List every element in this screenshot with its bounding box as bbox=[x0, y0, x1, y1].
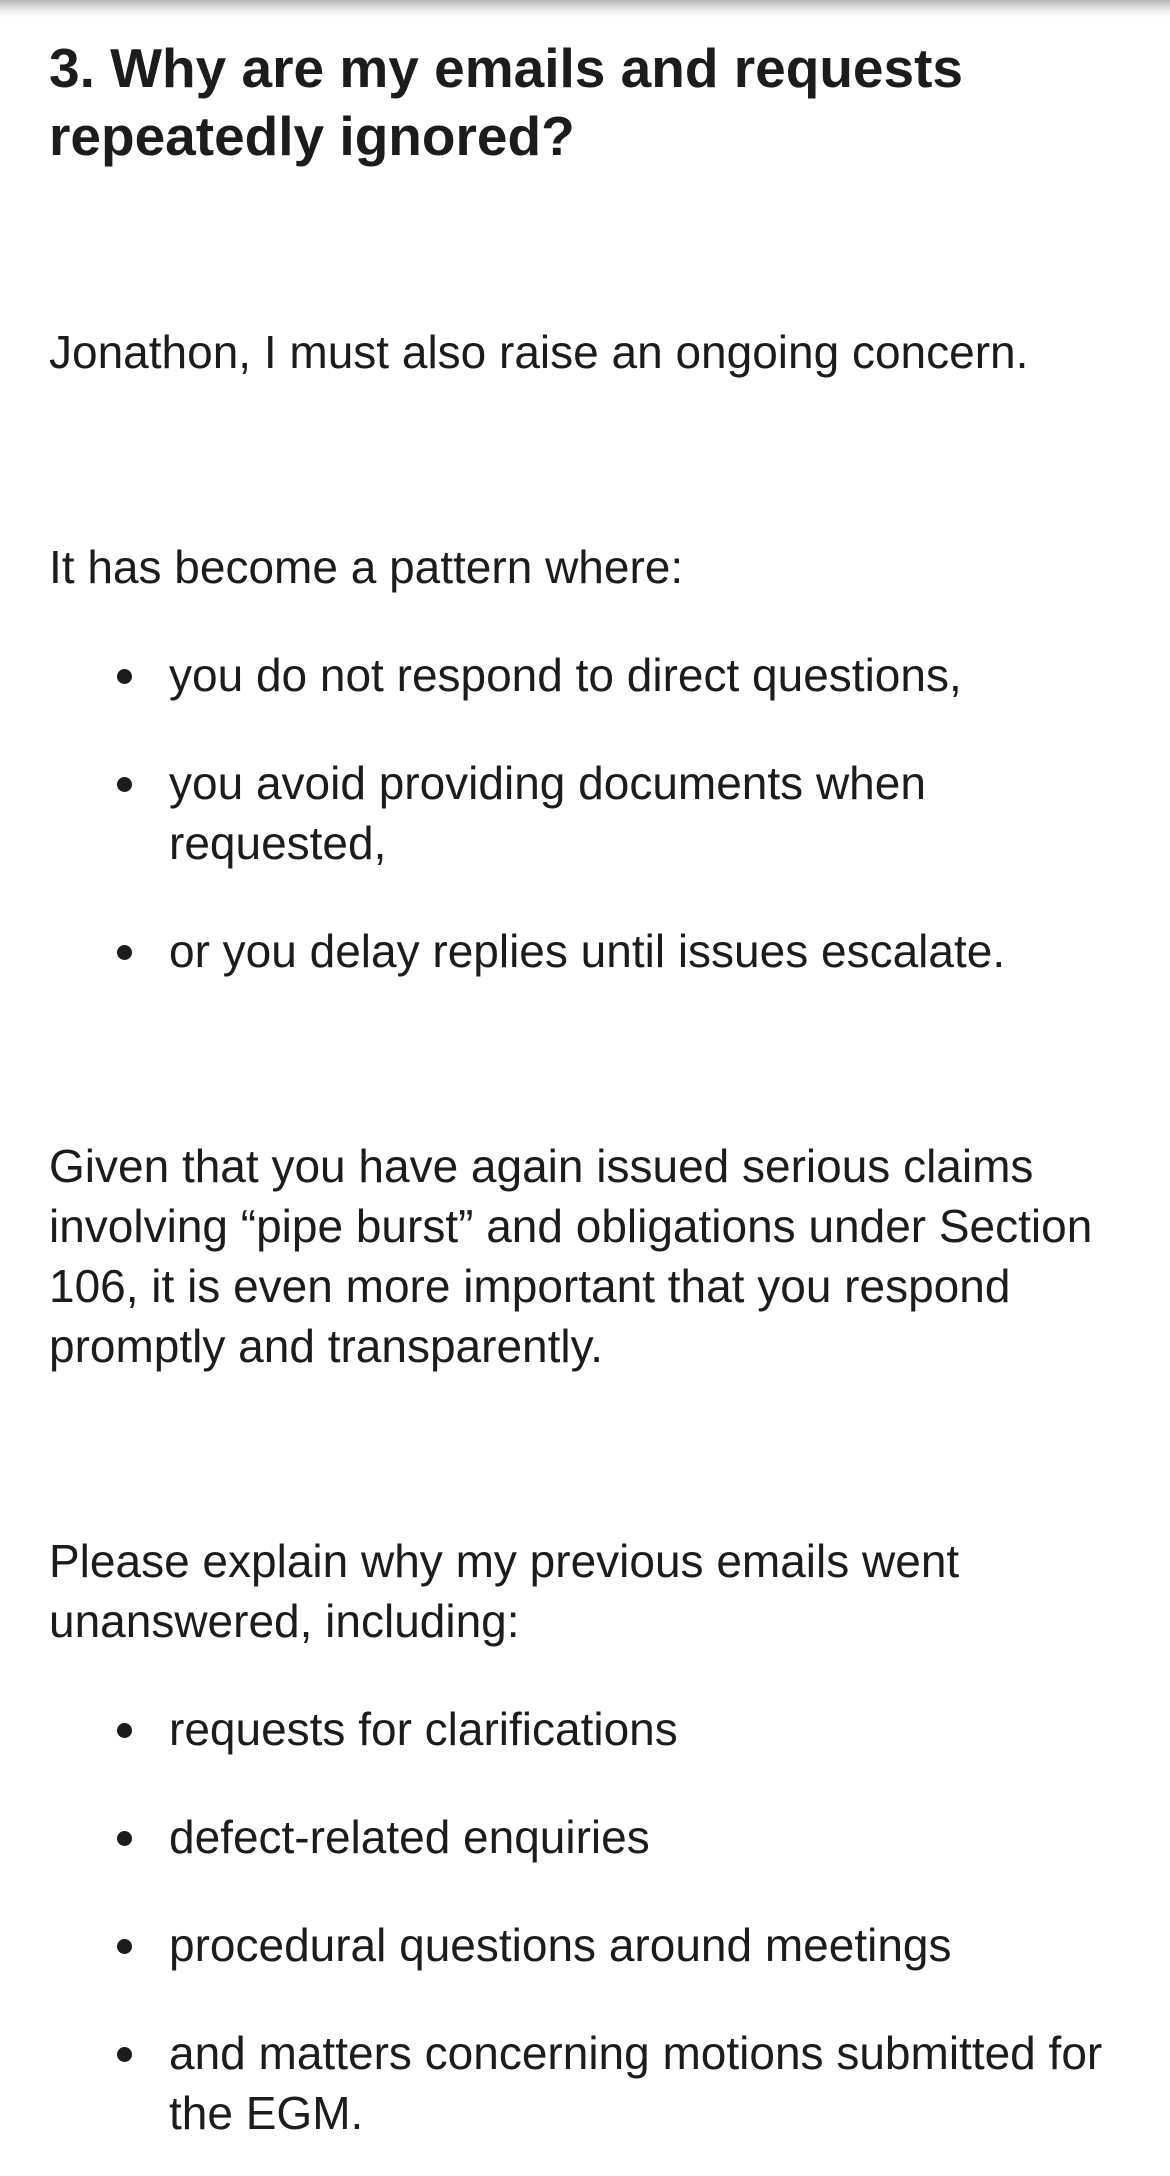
top-edge-shadow bbox=[0, 0, 1170, 18]
bullet-icon bbox=[117, 945, 132, 960]
list-item bbox=[49, 921, 1139, 981]
bullet-icon bbox=[117, 669, 132, 684]
list-item bbox=[49, 645, 1139, 705]
bullet-icon bbox=[117, 2047, 132, 2062]
email-body bbox=[49, 34, 1139, 2143]
list-item-text: requests for clarifications bbox=[169, 1703, 678, 1755]
claims-paragraph: Given that you have again issued serious claims involving “pipe burst” and obligations under Section 106, it is even more important that you respond promptly and transparently. bbox=[49, 1140, 1093, 1372]
intro-paragraph: Jonathon, I must also raise an ongoing concern. bbox=[49, 326, 1029, 378]
list-item bbox=[49, 1807, 1139, 1867]
bullet-icon bbox=[117, 1831, 132, 1846]
pattern-list bbox=[49, 645, 1139, 981]
bullet-icon bbox=[117, 777, 132, 792]
list-item-text: defect-related enquiries bbox=[169, 1811, 650, 1863]
bullet-icon bbox=[117, 1723, 132, 1738]
list-item-text: you avoid providing documents when requested, bbox=[169, 757, 926, 869]
list-item bbox=[49, 1699, 1139, 1759]
list-item bbox=[49, 2023, 1139, 2143]
list-item bbox=[49, 753, 1139, 873]
pattern-lead-paragraph: It has become a pattern where: bbox=[49, 541, 684, 593]
list-item bbox=[49, 1915, 1139, 1975]
list-item-text: and matters concerning motions submitted for the EGM. bbox=[169, 2027, 1103, 2139]
list-item-text: or you delay replies until issues escalate. bbox=[169, 925, 1006, 977]
list-item-text: procedural questions around meetings bbox=[169, 1919, 952, 1971]
bullet-icon bbox=[117, 1939, 132, 1954]
list-item-text: you do not respond to direct questions, bbox=[169, 649, 962, 701]
section-heading: 3. Why are my emails and requests repeatedly ignored? bbox=[49, 37, 963, 167]
explain-lead-paragraph: Please explain why my previous emails went unanswered, including: bbox=[49, 1535, 960, 1647]
explain-list bbox=[49, 1699, 1139, 2143]
